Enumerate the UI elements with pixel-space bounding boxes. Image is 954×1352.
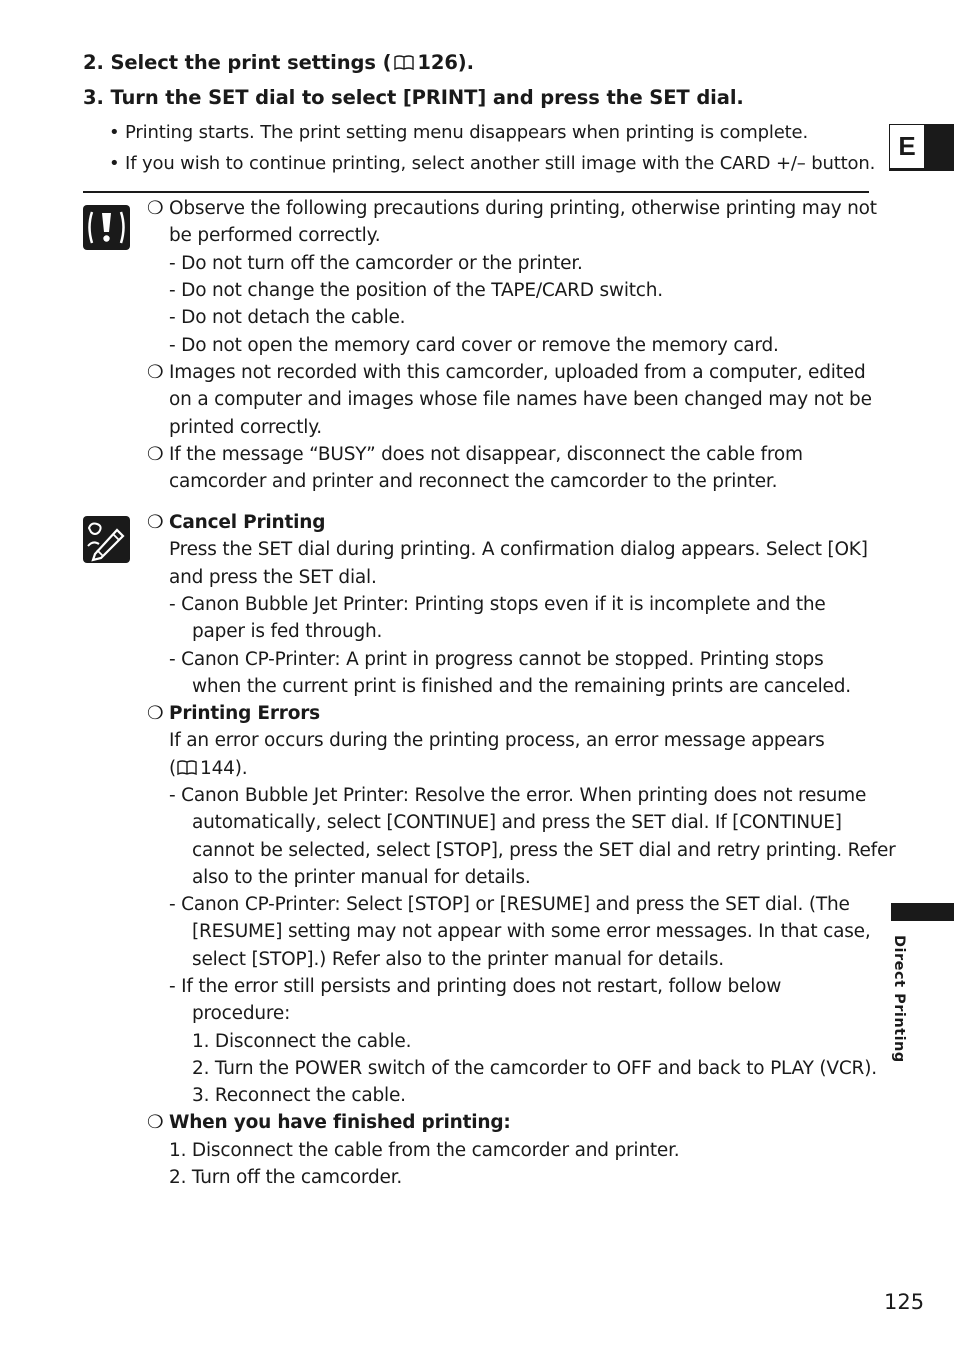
note-line: cannot be selected, select [STOP], press the SET dial and retry printing. Refer: [192, 840, 896, 861]
finished-heading: ❍ When you have finished printing:: [147, 1112, 511, 1133]
note-subitem: - If the error still persists and printing does not restart, follow below: [169, 976, 782, 997]
procedure-step: 3. Reconnect the cable.: [192, 1085, 406, 1106]
note-pencil-icon: [83, 516, 130, 563]
language-tab: E: [889, 124, 925, 169]
bullet-1: • Printing starts. The print setting menu disappears when printing is complete.: [109, 122, 809, 143]
note-line: [RESUME] setting may not appear with some error messages. In that case,: [192, 921, 871, 942]
note-subitem: - Canon CP-Printer: Select [STOP] or [RESUME] and press the SET dial. (The: [169, 894, 850, 915]
page-number: 125: [884, 1290, 925, 1314]
caution-subitem: - Do not detach the cable.: [169, 307, 406, 328]
caution-item-2: ❍ Images not recorded with this camcorder, uploaded from a computer, edited: [147, 362, 866, 383]
note-line: paper is fed through.: [192, 621, 383, 642]
section-divider: [83, 191, 869, 193]
caution-icon: [83, 205, 130, 250]
note-line: If an error occurs during the printing process, an error message appears: [169, 730, 825, 751]
note-line: also to the printer manual for details.: [192, 867, 531, 888]
note-subitem: - Canon Bubble Jet Printer: Resolve the error. When printing does not resume: [169, 785, 867, 806]
note-line: procedure:: [192, 1003, 291, 1024]
caution-line: be performed correctly.: [169, 225, 381, 246]
caution-subitem: - Do not open the memory card cover or remove the memory card.: [169, 335, 779, 356]
errors-heading: ❍ Printing Errors: [147, 703, 320, 724]
caution-line: printed correctly.: [169, 417, 322, 438]
note-line: Press the SET dial during printing. A confirmation dialog appears. Select [OK]: [169, 539, 868, 560]
note-line: and press the SET dial.: [169, 567, 377, 588]
section-label: Direct Printing: [891, 935, 907, 1063]
caution-item-3: ❍ If the message “BUSY” does not disappear, disconnect the cable from: [147, 444, 803, 465]
book-icon: [177, 760, 197, 775]
errors-ref: ( 144).: [169, 758, 248, 779]
procedure-step: 1. Disconnect the cable.: [192, 1031, 412, 1052]
step-2: 2. Select the print settings ( 126).: [83, 51, 474, 74]
caution-item-1: ❍ Observe the following precautions during printing, otherwise printing may not: [147, 198, 877, 219]
caution-line: camcorder and printer and reconnect the camcorder to the printer.: [169, 471, 778, 492]
procedure-step: 2. Turn off the camcorder.: [169, 1167, 403, 1188]
step-3: 3. Turn the SET dial to select [PRINT] and press the SET dial.: [83, 86, 744, 109]
note-line: when the current print is finished and the remaining prints are canceled.: [192, 676, 851, 697]
procedure-step: 1. Disconnect the cable from the camcorder and printer.: [169, 1140, 680, 1161]
book-icon: [394, 55, 414, 70]
note-line: automatically, select [CONTINUE] and press the SET dial. If [CONTINUE]: [192, 812, 842, 833]
caution-line: on a computer and images whose file names have been changed may not be: [169, 389, 872, 410]
bullet-2: • If you wish to continue printing, select another still image with the CARD +/– button.: [109, 153, 876, 174]
note-line: select [STOP].) Refer also to the printer manual for details.: [192, 949, 724, 970]
caution-subitem: - Do not change the position of the TAPE/CARD switch.: [169, 280, 663, 301]
note-subitem: - Canon Bubble Jet Printer: Printing stops even if it is incomplete and the: [169, 594, 826, 615]
procedure-step: 2. Turn the POWER switch of the camcorder to OFF and back to PLAY (VCR).: [192, 1058, 877, 1079]
note-subitem: - Canon CP-Printer: A print in progress cannot be stopped. Printing stops: [169, 649, 824, 670]
cancel-heading: ❍ Cancel Printing: [147, 512, 326, 533]
section-tab-bar: [891, 903, 954, 921]
caution-subitem: - Do not turn off the camcorder or the printer.: [169, 253, 583, 274]
